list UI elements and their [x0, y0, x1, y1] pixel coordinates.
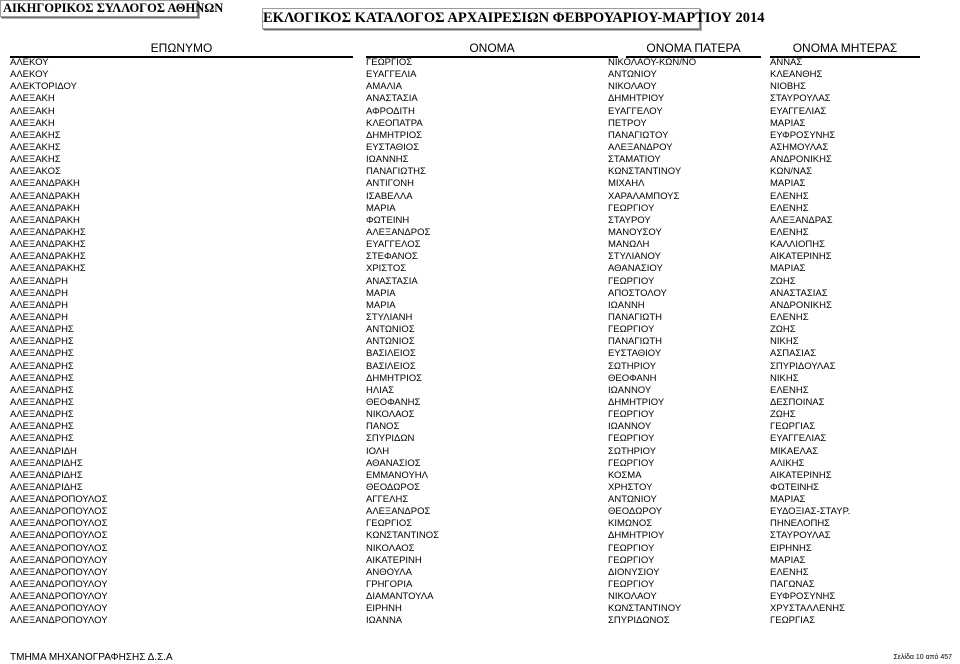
father-name-cell: ΣΩΤΗΡΙΟΥ	[608, 445, 657, 457]
first-name-cell: ΑΝΑΣΤΑΣΙΑ	[366, 275, 418, 287]
column-header-first-name: ΟΝΟΜΑ	[366, 40, 618, 58]
father-name-cell: ΓΕΩΡΓΙΟΥ	[608, 457, 655, 469]
father-name-cell: ΘΕΟΔΩΡΟΥ	[608, 506, 663, 518]
first-name-cell: ΣΤΕΦΑΝΟΣ	[366, 251, 418, 263]
mother-name-cell: ΝΙΚΗΣ	[770, 336, 799, 348]
surname-cell: ΑΛΕΞΑΝΔΡΟΠΟΥΛΟΣ	[10, 518, 108, 530]
table-row	[0, 251, 960, 263]
surname-cell: ΑΛΕΞΑΝΔΡΗΣ	[10, 360, 74, 372]
table-row	[0, 385, 960, 397]
father-name-cell: ΕΥΣΤΑΘΙΟΥ	[608, 348, 662, 360]
first-name-cell: ΓΕΩΡΓΙΟΣ	[366, 57, 413, 68]
surname-cell: ΑΛΕΞΑΚΗΣ	[10, 154, 61, 166]
father-name-cell: ΔΗΜΗΤΡΙΟΥ	[608, 396, 665, 408]
mother-name-cell: ΚΩΝ/ΝΑΣ	[770, 166, 813, 178]
father-name-cell: ΓΕΩΡΓΙΟΥ	[608, 554, 655, 566]
first-name-cell: ΑΓΓΕΛΗΣ	[366, 494, 409, 506]
surname-cell: ΑΛΕΞΑΝΔΡΗΣ	[10, 409, 74, 421]
father-name-cell: ΓΕΩΡΓΙΟΥ	[608, 275, 655, 287]
table-row	[0, 518, 960, 530]
surname-cell: ΑΛΕΞΑΝΔΡΙΔΗΣ	[10, 457, 83, 469]
mother-name-cell: ΕΛΕΝΗΣ	[770, 311, 809, 323]
first-name-cell: ΜΑΡΙΑ	[366, 299, 396, 311]
surname-cell: ΑΛΕΞΑΚΗ	[10, 93, 55, 105]
father-name-cell: ΑΝΤΩΝΙΟΥ	[608, 494, 657, 506]
father-name-cell: ΚΩΝΣΤΑΝΤΙΝΟΥ	[608, 166, 682, 178]
first-name-cell: ΔΗΜΗΤΡΙΟΣ	[366, 372, 423, 384]
father-name-cell: ΑΛΕΞΑΝΔΡΟΥ	[608, 141, 673, 153]
surname-cell: ΑΛΕΚΟΥ	[10, 69, 49, 81]
father-name-cell: ΜΑΝΩΛΗ	[608, 239, 650, 251]
father-name-cell: ΧΑΡΑΛΑΜΠΟΥΣ	[608, 190, 680, 202]
column-header-surname: ΕΠΩΝΥΜΟ	[10, 40, 353, 58]
father-name-cell: ΚΟΣΜΑ	[608, 469, 642, 481]
father-name-cell: ΣΤΑΥΡΟΥ	[608, 214, 651, 226]
first-name-cell: ΓΕΩΡΓΙΟΣ	[366, 518, 413, 530]
surname-cell: ΑΛΕΞΑΝΔΡΟΠΟΥΛΟΥ	[10, 591, 108, 603]
mother-name-cell: ΓΕΩΡΓΙΑΣ	[770, 421, 816, 433]
father-name-cell: ΚΙΜΩΝΟΣ	[608, 518, 653, 530]
first-name-cell: ΚΩΝΣΤΑΝΤΙΝΟΣ	[366, 530, 440, 542]
surname-cell: ΑΛΕΞΑΝΔΡΑΚΗΣ	[10, 251, 86, 263]
surname-cell: ΑΛΕΞΑΝΔΡΙΔΗΣ	[10, 469, 83, 481]
father-name-cell: ΓΕΩΡΓΙΟΥ	[608, 324, 655, 336]
table-row	[0, 482, 960, 494]
surname-cell: ΑΛΕΞΑΚΗ	[10, 105, 55, 117]
father-name-cell: ΠΑΝΑΓΙΩΤΗ	[608, 336, 663, 348]
first-name-cell: ΚΛΕΟΠΑΤΡΑ	[366, 117, 423, 129]
table-row	[0, 69, 960, 81]
surname-cell: ΑΛΕΞΑΝΔΡΟΠΟΥΛΟΥ	[10, 603, 108, 615]
footer-page-number: Σελίδα 10 από 457	[893, 654, 952, 661]
father-name-cell: ΠΑΝΑΓΙΩΤΟΥ	[608, 129, 669, 141]
table-row	[0, 239, 960, 251]
mother-name-cell: ΑΣΠΑΣΙΑΣ	[770, 348, 817, 360]
surname-cell: ΑΛΕΚΤΟΡΙΔΟΥ	[10, 81, 77, 93]
first-name-cell: ΒΑΣΙΛΕΙΟΣ	[366, 348, 416, 360]
first-name-cell: ΦΩΤΕΙΝΗ	[366, 214, 410, 226]
mother-name-cell: ΕΥΦΡΟΣΥΝΗΣ	[770, 591, 836, 603]
surname-cell: ΑΛΕΞΑΝΔΡΑΚΗΣ	[10, 226, 86, 238]
mother-name-cell: ΖΩΗΣ	[770, 324, 796, 336]
mother-name-cell: ΕΥΦΡΟΣΥΝΗΣ	[770, 129, 836, 141]
voter-list	[0, 57, 960, 628]
table-row	[0, 530, 960, 542]
table-row	[0, 276, 960, 288]
table-row	[0, 130, 960, 142]
mother-name-cell: ΜΑΡΙΑΣ	[770, 554, 806, 566]
mother-name-cell: ΔΕΣΠΟΙΝΑΣ	[770, 396, 825, 408]
table-row	[0, 494, 960, 506]
table-row	[0, 166, 960, 178]
table-row	[0, 106, 960, 118]
surname-cell: ΑΛΕΞΑΚΗ	[10, 117, 55, 129]
surname-cell: ΑΛΕΞΑΝΔΡΟΠΟΥΛΟΣ	[10, 530, 108, 542]
table-row	[0, 543, 960, 555]
father-name-cell: ΙΩΑΝΝΗ	[608, 299, 645, 311]
surname-cell: ΑΛΕΞΑΝΔΡΗΣ	[10, 324, 74, 336]
surname-cell: ΑΛΕΞΑΝΔΡΗ	[10, 311, 68, 323]
table-row	[0, 361, 960, 373]
surname-cell: ΑΛΕΞΑΝΔΡΑΚΗ	[10, 202, 80, 214]
surname-cell: ΑΛΕΞΑΝΔΡΗ	[10, 299, 68, 311]
surname-cell: ΑΛΕΞΑΝΔΡΟΠΟΥΛΟΣ	[10, 506, 108, 518]
mother-name-cell: ΜΙΚΑΕΛΑΣ	[770, 445, 819, 457]
table-row	[0, 203, 960, 215]
surname-cell: ΑΛΕΞΑΝΔΡΙΔΗΣ	[10, 481, 83, 493]
first-name-cell: ΝΙΚΟΛΑΟΣ	[366, 542, 415, 554]
father-name-cell: ΙΩΑΝΝΟΥ	[608, 384, 652, 396]
father-name-cell: ΓΕΩΡΓΙΟΥ	[608, 579, 655, 591]
first-name-cell: ΔΙΑΜΑΝΤΟΥΛΑ	[366, 591, 434, 603]
surname-cell: ΑΛΕΞΑΝΔΡΗΣ	[10, 336, 74, 348]
mother-name-cell: ΠΗΝΕΛΟΠΗΣ	[770, 518, 831, 530]
mother-name-cell: ΑΝΔΡΟΝΙΚΗΣ	[770, 154, 832, 166]
mother-name-cell: ΑΙΚΑΤΕΡΙΝΗΣ	[770, 469, 832, 481]
table-row	[0, 603, 960, 615]
mother-name-cell: ΜΑΡΙΑΣ	[770, 494, 806, 506]
table-row	[0, 567, 960, 579]
table-row	[0, 555, 960, 567]
surname-cell: ΑΛΕΞΑΝΔΡΗ	[10, 275, 68, 287]
mother-name-cell: ΑΝΑΣΤΑΣΙΑΣ	[770, 287, 828, 299]
first-name-cell: ΑΝΑΣΤΑΣΙΑ	[366, 93, 418, 105]
first-name-cell: ΔΗΜΗΤΡΙΟΣ	[366, 129, 423, 141]
mother-name-cell: ΠΑΓΩΝΑΣ	[770, 579, 815, 591]
father-name-cell: ΝΙΚΟΛΑΟΥ	[608, 81, 657, 93]
surname-cell: ΑΛΕΞΑΝΔΡΟΠΟΥΛΟΥ	[10, 579, 108, 591]
father-name-cell: ΣΤΥΛΙΑΝΟΥ	[608, 251, 661, 263]
first-name-cell: ΘΕΟΦΑΝΗΣ	[366, 396, 421, 408]
first-name-cell: ΙΩΑΝΝΗΣ	[366, 154, 409, 166]
first-name-cell: ΕΜΜΑΝΟΥΗΛ	[366, 469, 428, 481]
first-name-cell: ΗΛΙΑΣ	[366, 384, 395, 396]
mother-name-cell: ΕΥΑΓΓΕΛΙΑΣ	[770, 433, 827, 445]
father-name-cell: ΘΕΟΦΑΝΗ	[608, 372, 657, 384]
mother-name-cell: ΑΛΙΚΗΣ	[770, 457, 805, 469]
surname-cell: ΑΛΕΚΟΥ	[10, 57, 49, 68]
mother-name-cell: ΑΝΝΑΣ	[770, 57, 803, 68]
table-row	[0, 142, 960, 154]
table-row	[0, 312, 960, 324]
father-name-cell: ΕΥΑΓΓΕΛΟΥ	[608, 105, 663, 117]
document-title: ΕΚΛΟΓΙΚΟΣ ΚΑΤΑΛΟΓΟΣ ΑΡΧΑΙΡΕΣΙΩΝ ΦΕΒΡΟΥΑΡΙΟΥ-ΜΑΡΤΙΟΥ 2014	[262, 8, 700, 29]
surname-cell: ΑΛΕΞΑΝΔΡΗΣ	[10, 372, 74, 384]
father-name-cell: ΣΤΑΜΑΤΙΟΥ	[608, 154, 661, 166]
table-row	[0, 433, 960, 445]
first-name-cell: ΠΑΝΟΣ	[366, 421, 400, 433]
father-name-cell: ΓΕΩΡΓΙΟΥ	[608, 409, 655, 421]
surname-cell: ΑΛΕΞΑΝΔΡΑΚΗ	[10, 190, 80, 202]
table-row	[0, 458, 960, 470]
mother-name-cell: ΜΑΡΙΑΣ	[770, 117, 806, 129]
surname-cell: ΑΛΕΞΑΝΔΡΑΚΗΣ	[10, 239, 86, 251]
surname-cell: ΑΛΕΞΑΝΔΡΟΠΟΥΛΟΥ	[10, 615, 108, 627]
mother-name-cell: ΑΙΚΑΤΕΡΙΝΗΣ	[770, 251, 832, 263]
column-header-mother-name: ΟΝΟΜΑ ΜΗΤΕΡΑΣ	[770, 40, 920, 58]
first-name-cell: ΕΥΣΤΑΘΙΟΣ	[366, 141, 420, 153]
table-row	[0, 421, 960, 433]
father-name-cell: ΠΑΝΑΓΙΩΤΗ	[608, 311, 663, 323]
table-row	[0, 506, 960, 518]
table-row	[0, 227, 960, 239]
first-name-cell: ΑΙΚΑΤΕΡΙΝΗ	[366, 554, 422, 566]
table-row	[0, 118, 960, 130]
mother-name-cell: ΑΣΗΜΟΥΛΑΣ	[770, 141, 829, 153]
footer-department: ΤΜΗΜΑ ΜΗΧΑΝΟΓΡΑΦΗΣΗΣ Δ.Σ.Α	[10, 652, 173, 663]
first-name-cell: ΓΡΗΓΟΡΙΑ	[366, 579, 413, 591]
father-name-cell: ΣΠΥΡΙΔΩΝΟΣ	[608, 615, 670, 627]
surname-cell: ΑΛΕΞΑΝΔΡΗΣ	[10, 433, 74, 445]
father-name-cell: ΔΗΜΗΤΡΙΟΥ	[608, 530, 665, 542]
mother-name-cell: ΜΑΡΙΑΣ	[770, 263, 806, 275]
mother-name-cell: ΚΑΛΛΙΟΠΗΣ	[770, 239, 825, 251]
mother-name-cell: ΕΙΡΗΝΗΣ	[770, 542, 812, 554]
mother-name-cell: ΕΛΕΝΗΣ	[770, 226, 809, 238]
first-name-cell: ΙΣΑΒΕΛΛΑ	[366, 190, 413, 202]
father-name-cell: ΙΩΑΝΝΟΥ	[608, 421, 652, 433]
first-name-cell: ΧΡΙΣΤΟΣ	[366, 263, 407, 275]
surname-cell: ΑΛΕΞΑΝΔΡΟΠΟΥΛΟΥ	[10, 566, 108, 578]
mother-name-cell: ΑΛΕΞΑΝΔΡΑΣ	[770, 214, 833, 226]
surname-cell: ΑΛΕΞΑΝΔΡΑΚΗ	[10, 214, 80, 226]
table-row	[0, 470, 960, 482]
table-row	[0, 263, 960, 275]
first-name-cell: ΒΑΣΙΛΕΙΟΣ	[366, 360, 416, 372]
first-name-cell: ΕΙΡΗΝΗ	[366, 603, 402, 615]
table-row	[0, 579, 960, 591]
surname-cell: ΑΛΕΞΑΚΟΣ	[10, 166, 61, 178]
surname-cell: ΑΛΕΞΑΝΔΡΟΠΟΥΛΟΣ	[10, 494, 108, 506]
mother-name-cell: ΕΥΑΓΓΕΛΙΑΣ	[770, 105, 827, 117]
first-name-cell: ΑΝΤΩΝΙΟΣ	[366, 324, 415, 336]
mother-name-cell: ΧΡΥΣΤΑΛΛΕΝΗΣ	[770, 603, 845, 615]
father-name-cell: ΜΙΧΑΗΛ	[608, 178, 645, 190]
table-row	[0, 81, 960, 93]
mother-name-cell: ΕΛΕΝΗΣ	[770, 566, 809, 578]
first-name-cell: ΣΠΥΡΙΔΩΝ	[366, 433, 415, 445]
table-row	[0, 336, 960, 348]
mother-name-cell: ΕΛΕΝΗΣ	[770, 384, 809, 396]
father-name-cell: ΑΠΟΣΤΟΛΟΥ	[608, 287, 667, 299]
surname-cell: ΑΛΕΞΑΝΔΡΑΚΗ	[10, 178, 80, 190]
first-name-cell: ΕΥΑΓΓΕΛΟΣ	[366, 239, 421, 251]
surname-cell: ΑΛΕΞΑΝΔΡΟΠΟΥΛΟΣ	[10, 542, 108, 554]
first-name-cell: ΙΟΛΗ	[366, 445, 390, 457]
surname-cell: ΑΛΕΞΑΝΔΡΗΣ	[10, 421, 74, 433]
mother-name-cell: ΓΕΩΡΓΙΑΣ	[770, 615, 816, 627]
column-header-father-name: ΟΝΟΜΑ ΠΑΤΕΡΑ	[626, 40, 761, 58]
father-name-cell: ΓΕΩΡΓΙΟΥ	[608, 202, 655, 214]
first-name-cell: ΑΝΘΟΥΛΑ	[366, 566, 412, 578]
table-row	[0, 397, 960, 409]
mother-name-cell: ΜΑΡΙΑΣ	[770, 178, 806, 190]
father-name-cell: ΑΘΑΝΑΣΙΟΥ	[608, 263, 663, 275]
surname-cell: ΑΛΕΞΑΝΔΡΗ	[10, 287, 68, 299]
father-name-cell: ΑΝΤΩΝΙΟΥ	[608, 69, 657, 81]
father-name-cell: ΝΙΚΟΛΑΟΥ	[608, 591, 657, 603]
table-row	[0, 348, 960, 360]
first-name-cell: ΑΝΤΩΝΙΟΣ	[366, 336, 415, 348]
mother-name-cell: ΑΝΔΡΟΝΙΚΗΣ	[770, 299, 832, 311]
surname-cell: ΑΛΕΞΑΝΔΡΑΚΗΣ	[10, 263, 86, 275]
father-name-cell: ΔΙΟΝΥΣΙΟΥ	[608, 566, 660, 578]
mother-name-cell: ΦΩΤΕΙΝΗΣ	[770, 481, 820, 493]
first-name-cell: ΑΛΕΞΑΝΔΡΟΣ	[366, 506, 431, 518]
first-name-cell: ΑΘΑΝΑΣΙΟΣ	[366, 457, 421, 469]
mother-name-cell: ΚΛΕΑΝΘΗΣ	[770, 69, 823, 81]
first-name-cell: ΘΕΟΔΩΡΟΣ	[366, 481, 420, 493]
table-row	[0, 300, 960, 312]
mother-name-cell: ΣΤΑΥΡΟΥΛΑΣ	[770, 530, 831, 542]
surname-cell: ΑΛΕΞΑΝΔΡΗΣ	[10, 348, 74, 360]
first-name-cell: ΑΝΤΙΓΟΝΗ	[366, 178, 414, 190]
surname-cell: ΑΛΕΞΑΚΗΣ	[10, 141, 61, 153]
mother-name-cell: ΣΠΥΡΙΔΟΥΛΑΣ	[770, 360, 836, 372]
table-row	[0, 591, 960, 603]
organization-label: ΑΙΚΗΓΟΡΙΚΟΣ ΣΥΛΛΟΓΟΣ ΑΘΗΝΩΝ	[0, 0, 198, 17]
first-name-cell: ΑΜΑΛΙΑ	[366, 81, 402, 93]
father-name-cell: ΓΕΩΡΓΙΟΥ	[608, 542, 655, 554]
table-row	[0, 178, 960, 190]
first-name-cell: ΜΑΡΙΑ	[366, 287, 396, 299]
father-name-cell: ΓΕΩΡΓΙΟΥ	[608, 433, 655, 445]
table-row	[0, 288, 960, 300]
mother-name-cell: ΕΛΕΝΗΣ	[770, 202, 809, 214]
first-name-cell: ΜΑΡΙΑ	[366, 202, 396, 214]
surname-cell: ΑΛΕΞΑΝΔΡΗΣ	[10, 396, 74, 408]
first-name-cell: ΣΤΥΛΙΑΝΗ	[366, 311, 413, 323]
mother-name-cell: ΕΛΕΝΗΣ	[770, 190, 809, 202]
surname-cell: ΑΛΕΞΑΝΔΡΙΔΗ	[10, 445, 77, 457]
father-name-cell: ΧΡΗΣΤΟΥ	[608, 481, 653, 493]
table-row	[0, 93, 960, 105]
first-name-cell: ΠΑΝΑΓΙΩΤΗΣ	[366, 166, 426, 178]
surname-cell: ΑΛΕΞΑΚΗΣ	[10, 129, 61, 141]
mother-name-cell: ΖΩΗΣ	[770, 275, 796, 287]
table-row	[0, 154, 960, 166]
first-name-cell: ΝΙΚΟΛΑΟΣ	[366, 409, 415, 421]
father-name-cell: ΝΙΚΟΛΑΟΥ-ΚΩΝ/ΝΟ	[608, 57, 697, 68]
mother-name-cell: ΕΥΔΟΞΙΑΣ-ΣΤΑΥΡ.	[770, 506, 851, 518]
father-name-cell: ΚΩΝΣΤΑΝΤΙΝΟΥ	[608, 603, 682, 615]
table-row	[0, 409, 960, 421]
father-name-cell: ΣΩΤΗΡΙΟΥ	[608, 360, 657, 372]
table-row	[0, 215, 960, 227]
mother-name-cell: ΝΙΟΒΗΣ	[770, 81, 806, 93]
table-row	[0, 191, 960, 203]
first-name-cell: ΑΛΕΞΑΝΔΡΟΣ	[366, 226, 431, 238]
surname-cell: ΑΛΕΞΑΝΔΡΗΣ	[10, 384, 74, 396]
mother-name-cell: ΣΤΑΥΡΟΥΛΑΣ	[770, 93, 831, 105]
first-name-cell: ΕΥΑΓΓΕΛΙΑ	[366, 69, 417, 81]
first-name-cell: ΙΩΑΝΝΑ	[366, 615, 403, 627]
father-name-cell: ΠΕΤΡΟΥ	[608, 117, 647, 129]
table-row	[0, 373, 960, 385]
table-row	[0, 615, 960, 627]
surname-cell: ΑΛΕΞΑΝΔΡΟΠΟΥΛΟΥ	[10, 554, 108, 566]
father-name-cell: ΜΑΝΟΥΣΟΥ	[608, 226, 662, 238]
table-row	[0, 324, 960, 336]
father-name-cell: ΔΗΜΗΤΡΙΟΥ	[608, 93, 665, 105]
mother-name-cell: ΖΩΗΣ	[770, 409, 796, 421]
first-name-cell: ΑΦΡΟΔΙΤΗ	[366, 105, 415, 117]
table-row	[0, 57, 960, 69]
table-row	[0, 446, 960, 458]
mother-name-cell: ΝΙΚΗΣ	[770, 372, 799, 384]
